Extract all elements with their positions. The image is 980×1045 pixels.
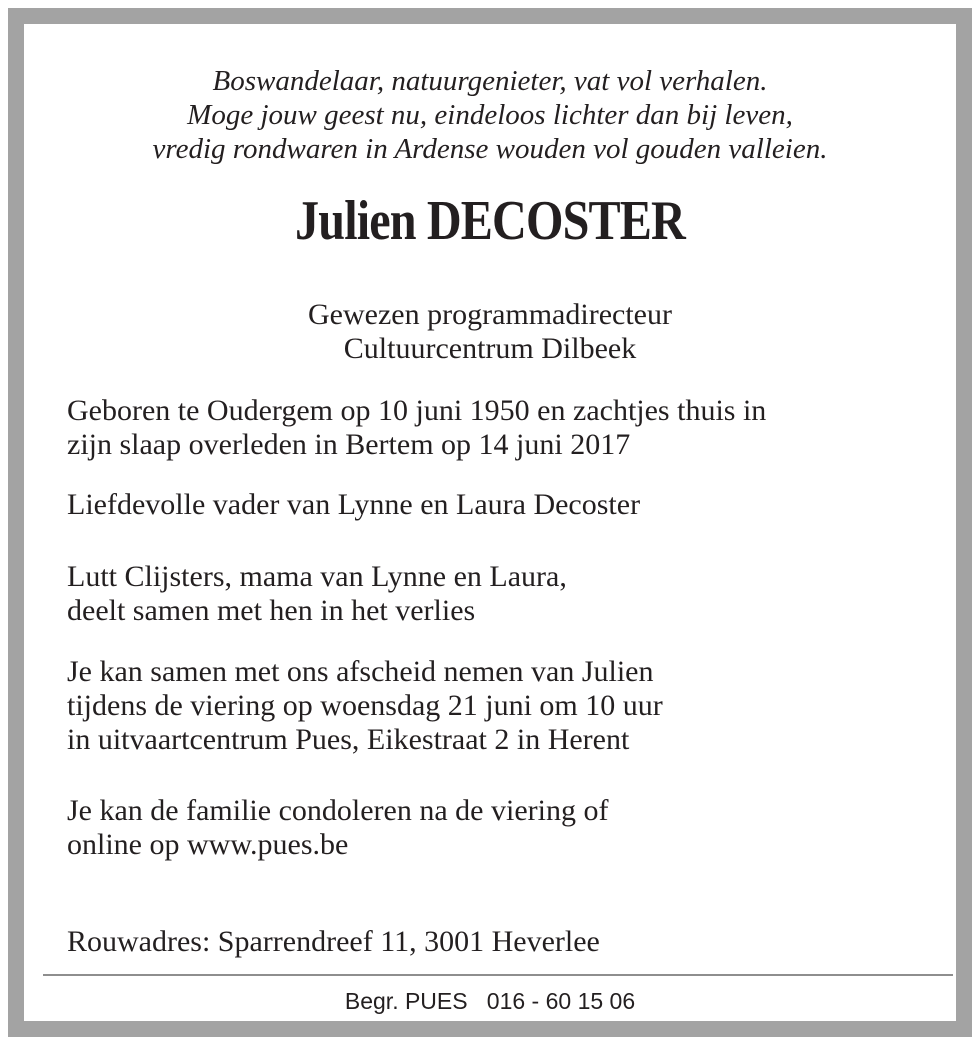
poem [24, 64, 956, 166]
paragraph-line: tijdens de viering op woensdag 21 juni om 10 uur [67, 689, 663, 722]
paragraph-line: online op www.pues.be [67, 828, 349, 861]
poem-line: Boswandelaar, natuurgenieter, vat vol verhalen. [212, 65, 768, 97]
condolences-paragraph [67, 794, 608, 862]
mourning-address [67, 925, 600, 959]
outer-frame [8, 8, 972, 1037]
obituary-card [24, 24, 956, 1021]
farewell-paragraph [67, 655, 663, 757]
role-line: Cultuurcentrum Dilbeek [343, 332, 637, 365]
paragraph-line: Rouwadres: Sparrendreef 11, 3001 Heverlee [67, 925, 600, 958]
funeral-home-name: Begr. PUES [344, 988, 468, 1014]
father-paragraph [67, 488, 640, 522]
funeral-home-footer [24, 987, 956, 1015]
poem-line: Moge jouw geest nu, eindeloos lichter dan bij leven, [187, 99, 793, 131]
paragraph-line: deelt samen met hen in het verlies [67, 594, 476, 627]
paragraph-line: Je kan de familie condoleren na de viering of [67, 794, 609, 827]
former-role [24, 298, 956, 366]
deceased-name: Julien DECOSTER [295, 190, 685, 252]
footer-divider [43, 974, 953, 976]
paragraph-line: Je kan samen met ons afscheid nemen van Julien [67, 655, 654, 688]
paragraph-line: zijn slaap overleden in Bertem op 14 juni 2017 [67, 428, 631, 461]
paragraph-line: Lutt Clijsters, mama van Lynne en Laura, [67, 560, 567, 593]
role-line: Gewezen programmadirecteur [308, 298, 672, 331]
paragraph-line: Geboren te Oudergem op 10 juni 1950 en zachtjes thuis in [67, 394, 767, 427]
paragraph-line: in uitvaartcentrum Pues, Eikestraat 2 in Herent [67, 723, 630, 756]
paragraph-line: Liefdevolle vader van Lynne en Laura Decoster [67, 488, 641, 521]
funeral-home-phone: 016 - 60 15 06 [486, 988, 636, 1014]
mother-paragraph [67, 560, 567, 628]
poem-line: vredig rondwaren in Ardense wouden vol gouden valleien. [152, 133, 828, 165]
birth-death-paragraph [67, 394, 766, 462]
